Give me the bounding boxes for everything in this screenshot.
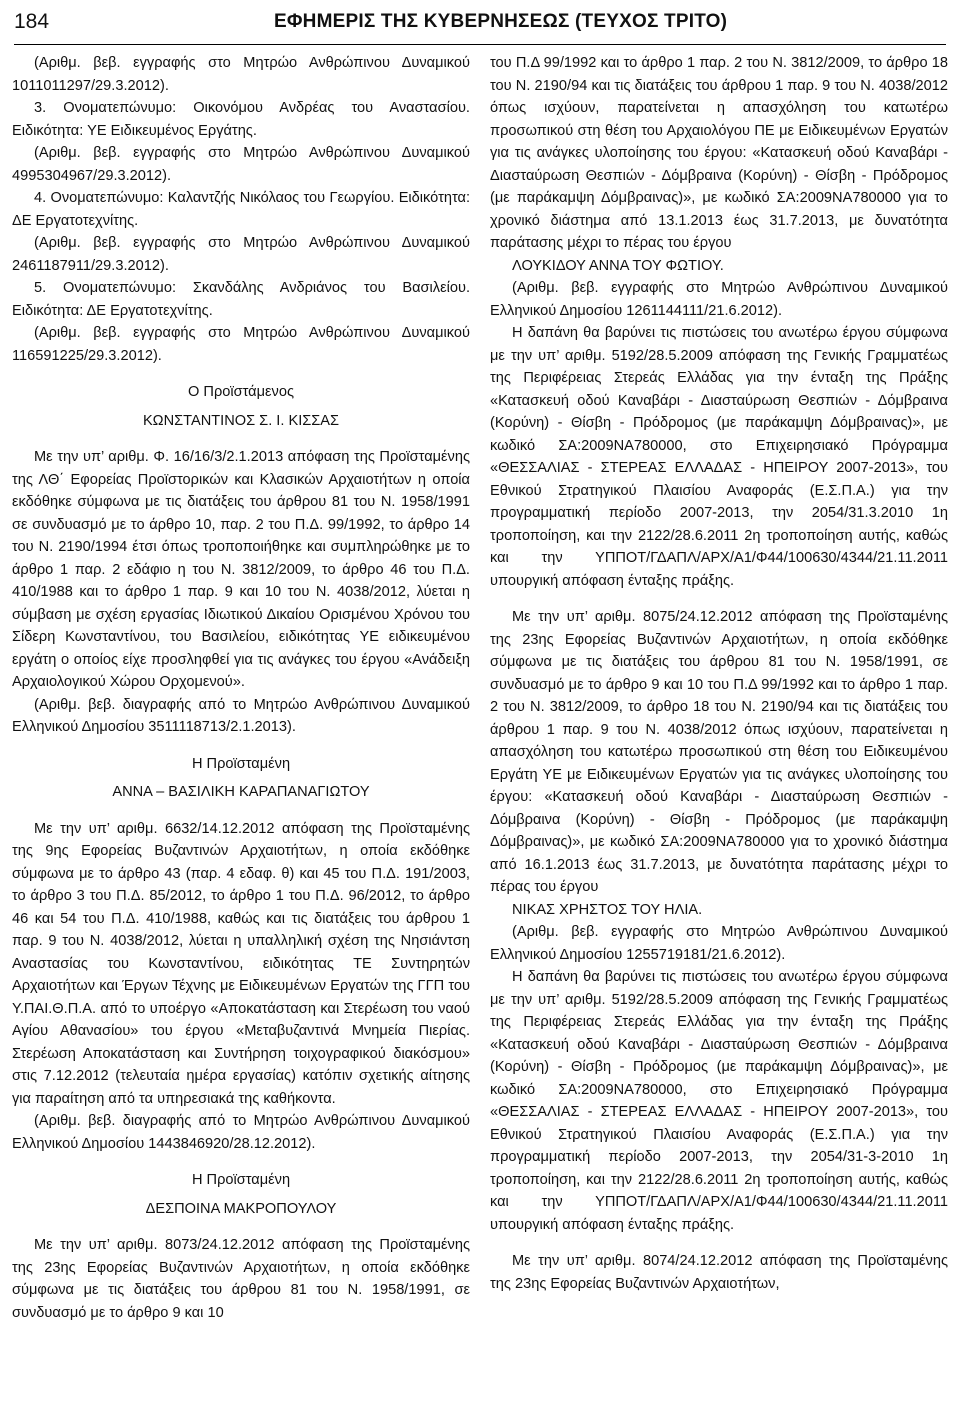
signature-name: ΚΩΝΣΤΑΝΤΙΝΟΣ Σ. Ι. ΚΙΣΣΑΣ bbox=[142, 412, 340, 429]
paragraph: 4. Ονοματεπώνυμο: Καλαντζής Νικόλαος του Γεωργίου. Ειδικότητα: ΔΕ Εργατοτεχνίτης. bbox=[12, 190, 470, 229]
gazette-title: ΕΦΗΜΕΡΙΣ ΤΗΣ ΚΥΒΕΡΝΗΣΕΩΣ (ΤΕΥΧΟΣ ΤΡΙΤΟ) bbox=[274, 11, 728, 32]
page-number: 184 bbox=[14, 10, 50, 33]
paragraph: (Αριθμ. βεβ. εγγραφής στο Μητρώο Ανθρώπινου Δυναμικού 2461187911/29.3.2012). bbox=[12, 235, 470, 274]
paragraph: 5. Ονοματεπώνυμο: Σκανδάλης Ανδριάνος του Βασιλείου. Ειδικότητα: ΔΕ Εργατοτεχνίτης. bbox=[12, 280, 470, 319]
paragraph: (Αριθμ. βεβ. διαγραφής από το Μητρώο Ανθρώπινου Δυναμικού Ελληνικού Δημοσίου 1443846920/28.12.2012). bbox=[12, 1113, 470, 1152]
paragraph: Με την υπ’ αριθμ. 8075/24.12.2012 απόφαση της Προϊσταμένης της 23ης Εφορείας Βυζαντινών Αρχαιοτήτων, η οποία εκδόθηκε σύμφωνα με τις διατάξεις του άρθρου 81 του Ν. 1958/1991, σε συνδυασμό με το άρθρο 9 και 10 του Π.Δ 99/1992 και το άρθρο 1 παρ. 2 του Ν. 3812/2009, το άρθρο 18 του Ν. 2190/94 και τις διατάξεις του άρθρου 1 παρ. 9 του Ν. 4038/2012 όπως ισχύουν, παρατείνεται η απασχόληση του κατωτέρω προσωπικού στη θέση του Ειδικευμένου Εργάτη ΥΕ με Ειδικευμένων Εργατών για τις ανάγκες υλοποίησης του έργου: «Κατασκευή οδού Καναβάρι - Διασταύρωση Θεσπιών - Δόμβραινα (Κορύνη) - Θίσβη - Πρόδρομος (με παράκαμψη Δόμβραινας)», με κωδικό ΣΑ:2009ΝΑ780000 για το χρονικό διάστημα από 16.1.2013 έως 31.7.2013, με δυνατότητα παράτασης μέχρι το πέρας του έργου bbox=[490, 609, 948, 895]
right-column bbox=[490, 52, 948, 1295]
paragraph: (Αριθμ. βεβ. εγγραφής στο Μητρώο Ανθρώπινου Δυναμικού 116591225/29.3.2012). bbox=[12, 325, 470, 364]
signature-name: ΔΕΣΠΟΙΝΑ ΜΑΚΡΟΠΟΥΛΟΥ bbox=[145, 1200, 337, 1217]
paragraph: (Αριθμ. βεβ. διαγραφής από το Μητρώο Ανθρώπινου Δυναμικού Ελληνικού Δημοσίου 3511118713/2.1.2013). bbox=[12, 696, 470, 735]
signature-name: ΑΝΝΑ – ΒΑΣΙΛΙΚΗ ΚΑΡΑΠΑΝΑΓΙΩΤΟΥ bbox=[112, 784, 370, 800]
paragraph: 3. Ονοματεπώνυμο: Οικονόμου Ανδρέας του Αναστασίου. Ειδικότητα: ΥΕ Ειδικευμένος Εργάτης. bbox=[12, 100, 470, 139]
paragraph: Η δαπάνη θα βαρύνει τις πιστώσεις του ανωτέρω έργου σύμφωνα με την υπ’ αριθμ. 5192/28.5.2009 απόφαση της Γενικής Γραμματέως της Περιφέρειας Στερεάς Ελλάδας για την ένταξη της Πράξης «Κατασκευή οδού Καναβάρι - Διασταύρωση Θεσπιών - Δόμβραινα (Κορύνη) - Θίσβη - Πρόδρομος (με παράκαμψη Δόμβραινας)», με κωδικό ΣΑ:2009ΝΑ780000, στο Επιχειρησιακό Πρόγραμμα «ΘΕΣΣΑΛΙΑΣ - ΣΤΕΡΕΑΣ ΕΛΛΑΔΑΣ - ΗΠΕΙΡΟΥ 2007-2013», του Εθνικού Στρατηγικού Πλαισίου Αναφοράς (Ε.Σ.Π.Α.) για την προγραμματική περίοδο 2007-2013, την 2054/31.3.2010 1η τροποποίηση, και την 2122/28.6.2011 2η τροποποίηση αυτής, καθώς και την ΥΠΠΟΤ/ΓΔΑΠΛ/ΑΡΧ/Α1/Φ44/100630/4344/21.11.2011 υπουργική απόφαση ένταξης πράξης. bbox=[490, 325, 948, 589]
paragraph: Με την υπ’ αριθμ. 6632/14.12.2012 απόφαση της Προϊσταμένης της 9ης Εφορείας Βυζαντινών Αρχαιοτήτων, η οποία εκδόθηκε σύμφωνα με το άρθρο 43 (παρ. 4 εδαφ. θ) και 45 του Π.Δ. 191/2003, το άρθρο 3 του Π.Δ. 85/2012, το άρθρο 1 του Π.Δ. 96/2012, το άρθρο 46 και 54 του Π.Δ. 410/1988, καθώς και τις διατάξεις του άρθρου 1 παρ. 9 του Ν. 4038/2012, λύεται η υπαλληλική σχέση της Νησιάντση Αναστασίας του Κωνσταντίνου, ειδικότητας ΤΕ Συντηρητών Αρχαιοτήτων και Έργων Τέχνης με Ειδικευμένων Εργατών της ΓΓΠ του Υ.ΠΑΙ.Θ.Π.Α. από το υποέργο «Αποκατάσταση και Στερέωση του ναού Αγίου Αθανασίου» του έργου «Μεταβυζαντινά Μνημεία Πιερίας. Στερέωση Αποκατάσταση και Συντήρηση τοιχογραφικού διακόσμου» στις 7.12.2012 (τελευταία ημέρα εργασίας) κατόπιν σχετικής αίτησης για παραίτηση από τα υπηρεσιακά της καθήκοντα. bbox=[12, 820, 470, 1107]
paragraph: Με την υπ’ αριθμ. 8074/24.12.2012 απόφαση της Προϊσταμένης της 23ης Εφορείας Βυζαντινών Αρχαιοτήτων, bbox=[490, 1253, 948, 1292]
paragraph: (Αριθμ. βεβ. εγγραφής στο Μητρώο Ανθρώπινου Δυναμικού Ελληνικού Δημοσίου 1255719181/21.6.2012). bbox=[490, 924, 948, 963]
page-header bbox=[14, 0, 946, 45]
signature-role: Ο Προϊστάμενος bbox=[188, 384, 294, 400]
paragraph: Με την υπ’ αριθμ. 8073/24.12.2012 απόφαση της Προϊσταμένης της 23ης Εφορείας Βυζαντινών Αρχαιοτήτων, η οποία εκδόθηκε σύμφωνα με τις διατάξεις του άρθρου 81 του Ν. 1958/1991, σε συνδυασμό με το άρθρο 9 και 10 bbox=[12, 1237, 470, 1321]
paragraph: (Αριθμ. βεβ. εγγραφής στο Μητρώο Ανθρώπινου Δυναμικού Ελληνικού Δημοσίου 1261144111/21.6.2012). bbox=[490, 280, 948, 319]
signature-role: Η Προϊσταμένη bbox=[191, 1172, 291, 1188]
paragraph: (Αριθμ. βεβ. εγγραφής στο Μητρώο Ανθρώπινου Δυναμικού 1011011297/29.3.2012). bbox=[12, 55, 470, 94]
paragraph: (Αριθμ. βεβ. εγγραφής στο Μητρώο Ανθρώπινου Δυναμικού 4995304967/29.3.2012). bbox=[12, 145, 470, 184]
paragraph: Με την υπ’ αριθμ. Φ. 16/16/3/2.1.2013 απόφαση της Προϊσταμένης της ΛΘ΄ Εφορείας Προϊστορικών και Κλασικών Αρχαιοτήτων η οποία εκδόθηκε σύμφωνα με τις διατάξεις του άρθρου 81 του Ν. 1958/1991 σε συνδυασμό με το άρθρο 10, παρ. 2 του Π.Δ. 99/1992, το άρθρο 14 του Ν. 2190/1994 έτσι όπως τροποποιήθηκε και συμπληρώθηκε με το άρθρο 1 παρ. 2 εδάφιο η του Ν. 3812/2009, το άρθρο 46 του Π.Δ. 410/1988 και το άρθρο 1 παρ. 9 και 10 του Ν. 4038/2012, λύεται η σύμβαση με σχέση εργασίας Ιδιωτικού Δικαίου Ορισμένου Χρόνου του Σίδερη Κωνσταντίνου, του Βασιλείου, ειδικότητας ΥΕ ειδικευμένου εργάτη ο οποίος είχε προσληφθεί για τις ανάγκες του έργου «Ανάδειξη Αρχαιολογικού Χώρου Ορχομενού». bbox=[12, 449, 470, 690]
paragraph: Η δαπάνη θα βαρύνει τις πιστώσεις του ανωτέρω έργου σύμφωνα με την υπ’ αριθμ. 5192/28.5.2009 απόφαση της Γενικής Γραμματέως της Περιφέρειας Στερεάς Ελλάδας για την ένταξη της Πράξης «Κατασκευή οδού Καναβάρι - Διασταύρωση Θεσπιών - Δόμβραινα (Κορύνη) - Θίσβη - Πρόδρομος (με παράκαμψη Δόμβραινας)», με κωδικό ΣΑ:2009ΝΑ780000, στο Επιχειρησιακό Πρόγραμμα «ΘΕΣΣΑΛΙΑΣ - ΣΤΕΡΕΑΣ ΕΛΛΑΔΑΣ - ΗΠΕΙΡΟΥ 2007-2013», του Εθνικού Στρατηγικού Πλαισίου Αναφοράς (Ε.Σ.Π.Α.) για την προγραμματική περίοδο 2007-2013, την 2054/31-3-2010 1η τροποποίηση, και την 2122/28.6.2011 2η τροποποίηση αυτής, καθώς και την ΥΠΠΟΤ/ΓΔΑΠΛ/ΑΡΧ/Α1/Φ44/100630/4344/21.11.2011 υπουργική απόφαση ένταξης πράξης. bbox=[490, 969, 948, 1233]
person-name: ΛΟΥΚΙΔΟΥ ΑΝΝΑ ΤΟΥ ΦΩΤΙΟΥ. bbox=[512, 257, 724, 274]
person-name: ΝΙΚΑΣ ΧΡΗΣΤΟΣ ΤΟΥ ΗΛΙΑ. bbox=[512, 901, 703, 918]
left-column bbox=[12, 52, 470, 1324]
paragraph: του Π.Δ 99/1992 και το άρθρο 1 παρ. 2 του Ν. 3812/2009, το άρθρο 18 του Ν. 2190/94 και τις διατάξεις του άρθρου 1 παρ. 9 του Ν. 4038/2012 όπως ισχύουν, παρατείνεται η απασχόληση του κατωτέρω προσωπικού στη θέση του Αρχαιολόγου ΠΕ με Ειδικευμένων Εργατών για τις ανάγκες υλοποίησης του έργου: «Κατασκευή οδού Καναβάρι - Διασταύρωση Θεσπιών - Δόμβραινα (Κορύνη) - Θίσβη - Πρόδρομος (με παράκαμψη Δόμβραινας)», με κωδικό ΣΑ:2009ΝΑ780000 για το χρονικό διάστημα από 13.1.2013 έως 31.7.2013, με δυνατότητα παράτασης μέχρι το πέρας του έργου bbox=[490, 55, 948, 251]
signature-role: Η Προϊσταμένη bbox=[191, 755, 291, 772]
